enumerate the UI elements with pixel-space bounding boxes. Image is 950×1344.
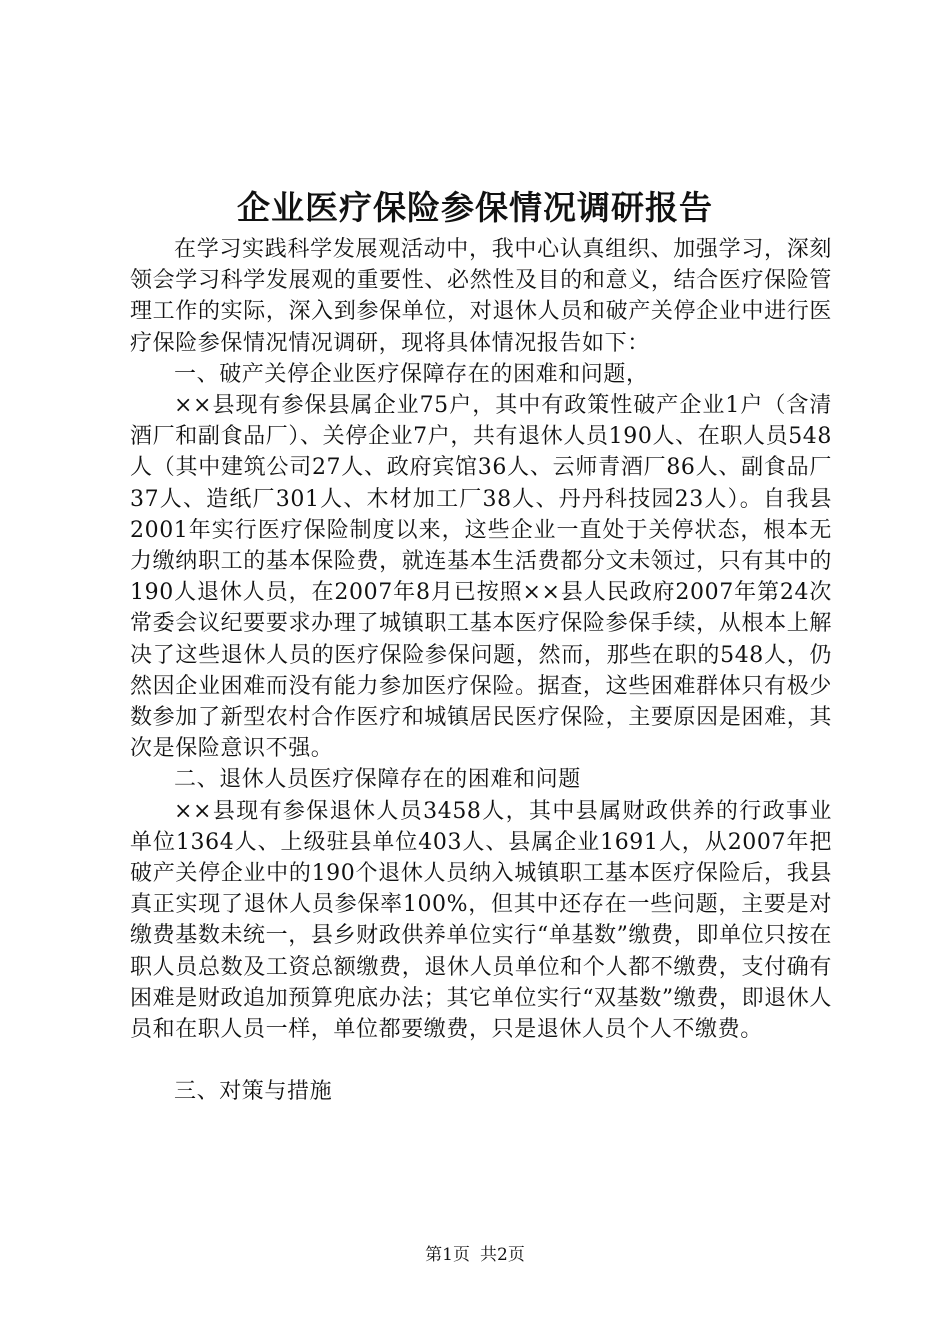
document-title: 企业医疗保险参保情况调研报告 bbox=[237, 188, 713, 227]
section-heading-1: 一、破产关停企业医疗保障存在的困难和问题， bbox=[174, 361, 649, 387]
section-1-paragraph: ××县现有参保县属企业75户，其中有政策性破产企业1户（含清酒厂和副食品厂）、关停企业7户，共有退休人员190人、在职人员548人（其中建筑公司27人、政府宾馆36人、云师青酒厂86人、副食品厂37人、造纸厂301人、木材加工厂38人、丹丹科技园23人）。自我县2001年实行医疗保险制度以来，这些企业一直处于关停状态，根本无力缴纳职工的基本保险费，就连基本生活费都分文未领过，只有其中的190人退休人员，在2007年8月已按照××县人民政府2007年第24次常委会议纪要要求办理了城镇职工基本医疗保险参保手续，从根本上解决了这些退休人员的医疗保险参保问题，然而，那些在职的548人，仍然因企业困难而没有能力参加医疗保险。据查，这些困难群体只有极少数参加了新型农村合作医疗和城镇居民医疗保险，主要原因是困难，其次是保险意识不强。 bbox=[130, 393, 832, 762]
section-heading-2: 二、退休人员医疗保障存在的困难和问题 bbox=[174, 767, 581, 793]
section-heading-3: 三、对策与措施 bbox=[174, 1079, 333, 1105]
page-number: 第1页 bbox=[425, 1245, 470, 1265]
page-footer bbox=[0, 1243, 950, 1267]
document-body bbox=[130, 234, 832, 1107]
section-2-paragraph: ××县现有参保退休人员3458人，其中县属财政供养的行政事业单位1364人、上级驻县单位403人、县属企业1691人，从2007年把破产关停企业中的190个退休人员纳入城镇职工基本医疗保险后，我县真正实现了退休人员参保率100%，但其中还存在一些问题，主要是对缴费基数未统一，县乡财政供养单位实行“单基数”缴费，即单位只按在职人员总数及工资总额缴费，退休人员单位和个人都不缴费，支付确有困难是财政追加预算兜底办法；其它单位实行“双基数”缴费，即退休人员和在职人员一样，单位都要缴费，只是退休人员个人不缴费。 bbox=[130, 798, 832, 1043]
page-total: 共2页 bbox=[480, 1245, 525, 1265]
intro-paragraph: 在学习实践科学发展观活动中，我中心认真组织、加强学习，深刻领会学习科学发展观的重要性、必然性及目的和意义，结合医疗保险管理工作的实际，深入到参保单位，对退休人员和破产关停企业中进行医疗保险参保情况情况调研，现将具体情况报告如下： bbox=[130, 237, 832, 356]
